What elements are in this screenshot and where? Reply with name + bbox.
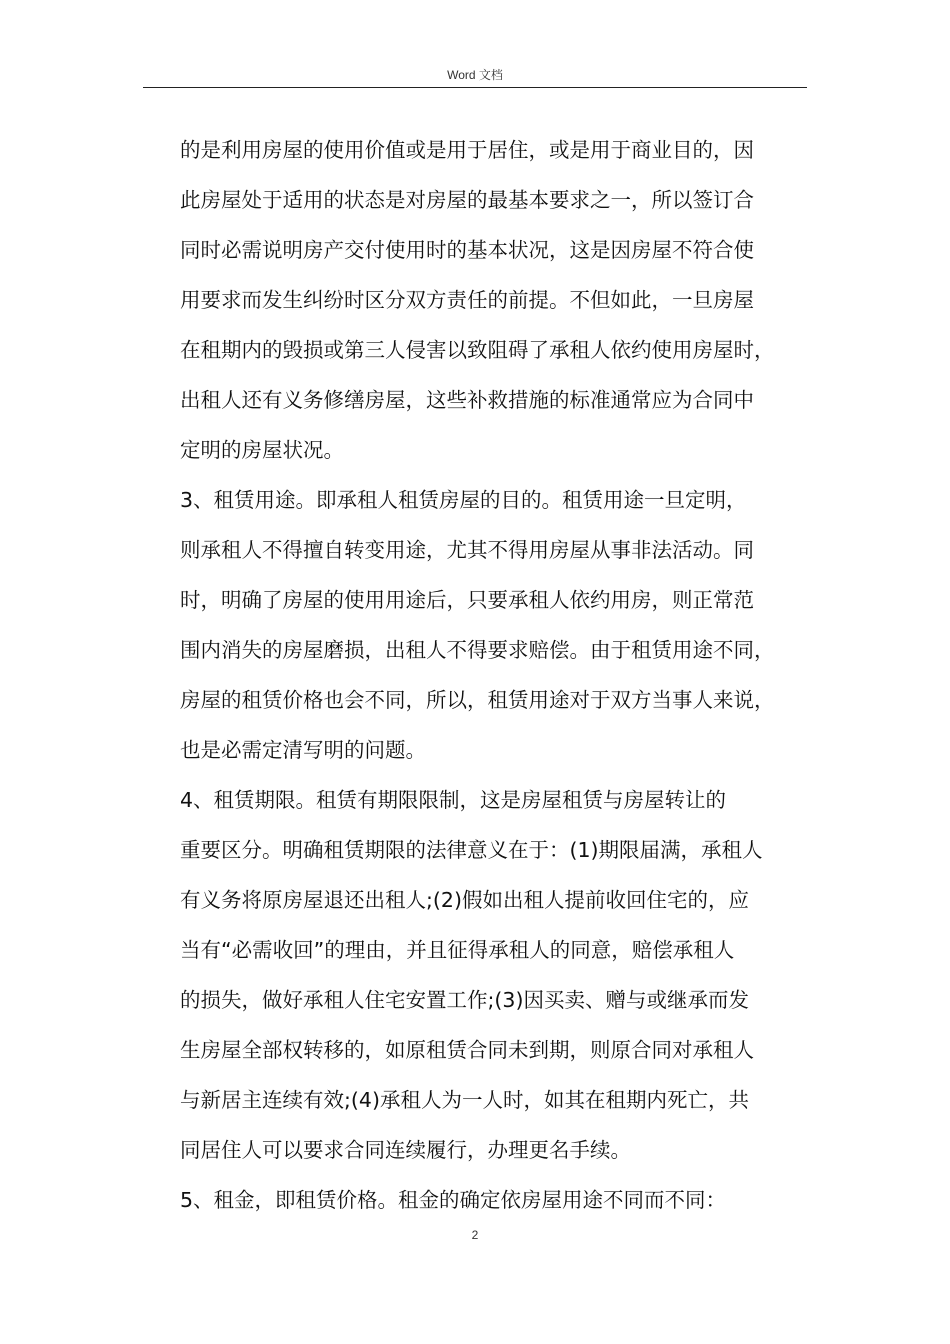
text-line: 出租人还有义务修缮房屋，这些补救措施的标准通常应为合同中 xyxy=(180,388,754,412)
text-line: 4、租赁期限。租赁有期限限制，这是房屋租赁与房屋转让的 xyxy=(180,788,727,812)
text-line: 同时必需说明房产交付使用时的基本状况，这是因房屋不符合使 xyxy=(180,238,754,262)
text-line: 与新居主连续有效;(4)承租人为一人时，如其在租期内死亡，共 xyxy=(180,1088,749,1112)
text-line: 围内消失的房屋磨损，出租人不得要求赔偿。由于租赁用途不同， xyxy=(180,638,775,662)
page-header-title: Word 文档 xyxy=(447,68,503,82)
text-line: 5、租金，即租赁价格。租金的确定依房屋用途不同而不同： xyxy=(180,1188,727,1212)
text-line: 重要区分。明确租赁期限的法律意义在于：(1)期限届满，承租人 xyxy=(180,838,763,862)
text-line: 当有“必需收回”的理由，并且征得承租人的同意，赔偿承租人 xyxy=(180,938,735,962)
text-line: 同居住人可以要求合同连续履行，办理更名手续。 xyxy=(180,1138,631,1162)
text-line: 的是利用房屋的使用价值或是用于居住，或是用于商业目的，因 xyxy=(180,138,754,162)
text-line: 定明的房屋状况。 xyxy=(180,438,344,462)
text-line: 的损失，做好承租人住宅安置工作;(3)因买卖、赠与或继承而发 xyxy=(180,988,749,1012)
text-line: 在租期内的毁损或第三人侵害以致阻碍了承租人依约使用房屋时， xyxy=(180,338,775,362)
text-line: 3、租赁用途。即承租人租赁房屋的目的。租赁用途一旦定明， xyxy=(180,488,747,512)
text-line: 则承租人不得擅自转变用途，尤其不得用房屋从事非法活动。同 xyxy=(180,538,754,562)
text-line: 用要求而发生纠纷时区分双方责任的前提。不但如此，一旦房屋 xyxy=(180,288,754,312)
document-body xyxy=(180,125,810,1225)
text-line: 此房屋处于适用的状态是对房屋的最基本要求之一，所以签订合 xyxy=(180,188,754,212)
header-divider xyxy=(143,87,807,88)
text-line: 也是必需定清写明的问题。 xyxy=(180,738,426,762)
text-line: 生房屋全部权转移的，如原租赁合同未到期，则原合同对承租人 xyxy=(180,1038,754,1062)
page-number: 2 xyxy=(471,1228,479,1242)
text-line: 房屋的租赁价格也会不同，所以，租赁用途对于双方当事人来说， xyxy=(180,688,775,712)
text-line: 有义务将原房屋退还出租人;(2)假如出租人提前收回住宅的，应 xyxy=(180,888,749,912)
text-line: 时，明确了房屋的使用用途后，只要承租人依约用房，则正常范 xyxy=(180,588,754,612)
